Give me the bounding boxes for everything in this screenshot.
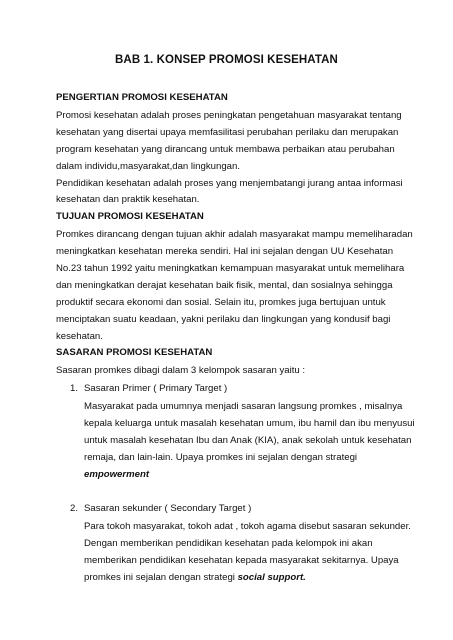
list-item-line: Para tokoh masyarakat, tokoh adat , tokoh agama disebut sasaran sekunder. <box>84 521 411 532</box>
paragraph-line: kesehatan yang disertai upaya memfasilitasi perubahan perilaku dan merupakan <box>56 127 399 138</box>
paragraph-line: dan meningkatkan derajat kesehatan baik fisik, mental, dan sosialnya sehingga <box>56 280 393 291</box>
paragraph-line: No.23 tahun 1992 yaitu meningkatkan kemampuan masyarakat untuk memelihara <box>56 263 405 274</box>
paragraph-line: kesehatan dan praktik kesehatan. <box>56 194 200 205</box>
list-item-title: Sasaran Primer ( Primary Target ) <box>84 383 228 394</box>
paragraph-line: dalam individu,masyarakat,dan lingkungan. <box>56 161 240 172</box>
list-item-line: untuk masalah kesehatan Ibu dan Anak (KIA), anak sekolah untuk kesehatan <box>84 435 412 446</box>
section-heading-tujuan: TUJUAN PROMOSI KESEHATAN <box>56 211 204 222</box>
list-item-line: remaja, dan lain-lain. Upaya promkes ini sejalan dengan strategi <box>84 452 358 463</box>
paragraph-line: Sasaran promkes dibagi dalam 3 kelompok sasaran yaitu : <box>56 365 306 376</box>
list-item-title: Sasaran sekunder ( Secondary Target ) <box>84 503 252 514</box>
paragraph-line: Promkes dirancang dengan tujuan akhir adalah masyarakat mampu memeliharadan <box>56 229 413 240</box>
paragraph-line: meningkatkan kesehatan mereka sendiri. Hal ini sejalan dengan UU Kesehatan <box>56 246 394 257</box>
section-heading-sasaran: SASARAN PROMOSI KESEHATAN <box>56 347 213 358</box>
list-item-line: memberikan pendidikan kesehatan kepada masyarakat sekitarnya. Upaya <box>84 555 399 566</box>
paragraph-line: Promosi kesehatan adalah proses peningkatan pengetahuan masyarakat tentang <box>56 110 402 121</box>
list-item-number: 2. <box>70 503 79 514</box>
paragraph-line: program kesehatan yang dirancang untuk membawa perbaikan atau perubahan <box>56 144 395 155</box>
strategy-term: social support. <box>237 572 306 583</box>
list-item-line: kepala keluarga untuk masalah kesehatan umum, ibu hamil dan ibu menyusui <box>84 418 415 429</box>
list-item-line: Dengan memberikan pendidikan kesehatan pada kelompok ini akan <box>84 538 373 549</box>
list-item-line <box>84 572 306 584</box>
paragraph-line: kesehatan. <box>56 331 103 342</box>
paragraph-line: menciptakan suatu keadaan, yakni perilaku dan lingkungan yang kondusif bagi <box>56 314 391 325</box>
page-title: BAB 1. KONSEP PROMOSI KESEHATAN <box>115 54 338 66</box>
list-item-number: 1. <box>70 383 79 394</box>
paragraph-line: Pendidikan kesehatan adalah proses yang menjembatangi jurang antaa informasi <box>56 178 403 189</box>
paragraph-line: produktif secara ekonomi dan sosial. Selain itu, promkes juga bertujuan untuk <box>56 297 386 308</box>
list-item-line-prefix: promkes ini sejalan dengan strategi <box>84 572 238 583</box>
section-heading-pengertian: PENGERTIAN PROMOSI KESEHATAN <box>56 92 228 103</box>
list-item-line: Masyarakat pada umumnya menjadi sasaran langsung promkes , misalnya <box>84 401 403 412</box>
strategy-term: empowerment <box>84 469 150 480</box>
